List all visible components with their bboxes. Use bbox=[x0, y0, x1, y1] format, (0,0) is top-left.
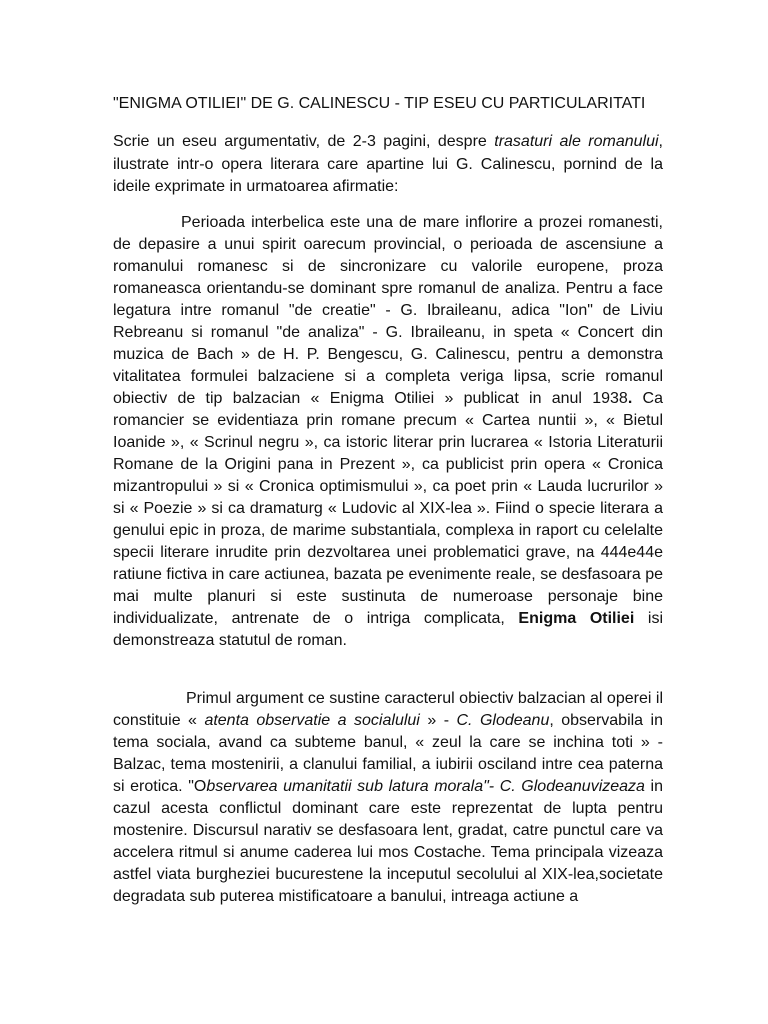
intro-bold-period: . bbox=[627, 390, 633, 407]
paragraph-first-argument bbox=[113, 688, 663, 908]
paragraph-introduction bbox=[113, 212, 663, 652]
argument-text-2: » - bbox=[419, 712, 457, 729]
prompt-text: Scrie un eseu argumentativ, de 2-3 pagini, despre bbox=[113, 133, 495, 150]
essay-prompt bbox=[113, 131, 663, 199]
argument-text-3: , observabila in tema sociala, avand ca subteme banul, « zeul la care se inchina toti » - Balzac, tema mostenirii, a clanului familial, a iubirii osciland intre cea paterna si erotica. "O bbox=[113, 712, 664, 795]
intro-text: Perioada interbelica este una de mare inflorire a prozei romanesti, de depasire a unui spirit oarecum provincial, o perioada de ascensiune a romanului romanesc si de sincronizare cu valorile europene, proza romaneasca orientandu-se dominant spre romanul de analiza. Pentru a face legatura intre romanul "de creatie" - G. Ibraileanu, adica "Ion" de Liviu Rebreanu si romanul "de analiza" - G. Ibraileanu, in speta « Concert din muzica de Bach » de H. P. Bengescu, G. Calinescu, pentru a demonstra vitalitatea formulei balzaciene si a completa veriga lipsa, scrie romanul obiectiv de tip balzacian « Enigma Otiliei » publicat in anul 1938 bbox=[113, 214, 663, 407]
intro-text-end: isi demonstreaza statutul de roman. bbox=[113, 610, 663, 649]
argument-italic-3: bservarea umanitatii sub latura morala"- C. Glodeanuvizeaza bbox=[206, 778, 645, 795]
argument-text-1: Primul argument ce sustine caracterul obiectiv balzacian al operei il constituie « bbox=[113, 690, 663, 729]
argument-italic-1: atenta observatie a socialului bbox=[204, 712, 420, 729]
intro-text-continued: Ca romancier se evidentiaza prin romane precum « Cartea nuntii », « Bietul Ioanide », « Scrinul negru », ca istoric literar prin lucrarea « Istoria Literaturii Romane de la Origini pana in Prezent », ca publicist prin opera « Cronica mizantropului » si « Cronica optimismului », ca poet prin « Lauda lucrurilor » si « Poezie » si ca dramaturg « Ludovic al XIX-lea ». Fiind o specie literara a genului epic in proza, de marime substantiala, complexa in raport cu celelalte specii literare inrudite prin dezvoltarea unei problematici grave, na 444e44e ratiune fictiva in care actiunea, bazata pe evenimente reale, se desfasoara pe mai multe planuri si este sustinuta de numeroase personaje bine individualizate, antrenate de o intriga complicata, bbox=[113, 390, 663, 627]
prompt-text-continued: , ilustrate intr-o opera literara care apartine lui G. Calinescu, pornind de la ideile exprimate in urmatoarea afirmatie: bbox=[113, 133, 663, 195]
prompt-italic-text: trasaturi ale romanului bbox=[494, 133, 659, 150]
argument-text-4: in cazul acesta conflictul dominant care este reprezentat de lupta pentru mostenire. Discursul narativ se desfasoara lent, gradat, catre punctul care va accelera ritmul si anume caderea lui mos Costache. Tema principala vizeaza astfel viata burgheziei bucurestene la inceputul secolului al XIX-lea,societate degradata sub puterea mistificatoare a banului, intreaga actiune a bbox=[113, 778, 664, 905]
intro-bold-title: Enigma Otiliei bbox=[518, 610, 635, 627]
document-title: "ENIGMA OTILIEI" DE G. CALINESCU - TIP ESEU CU PARTICULARITATI bbox=[113, 95, 646, 112]
argument-italic-2: C. Glodeanu bbox=[456, 712, 550, 729]
